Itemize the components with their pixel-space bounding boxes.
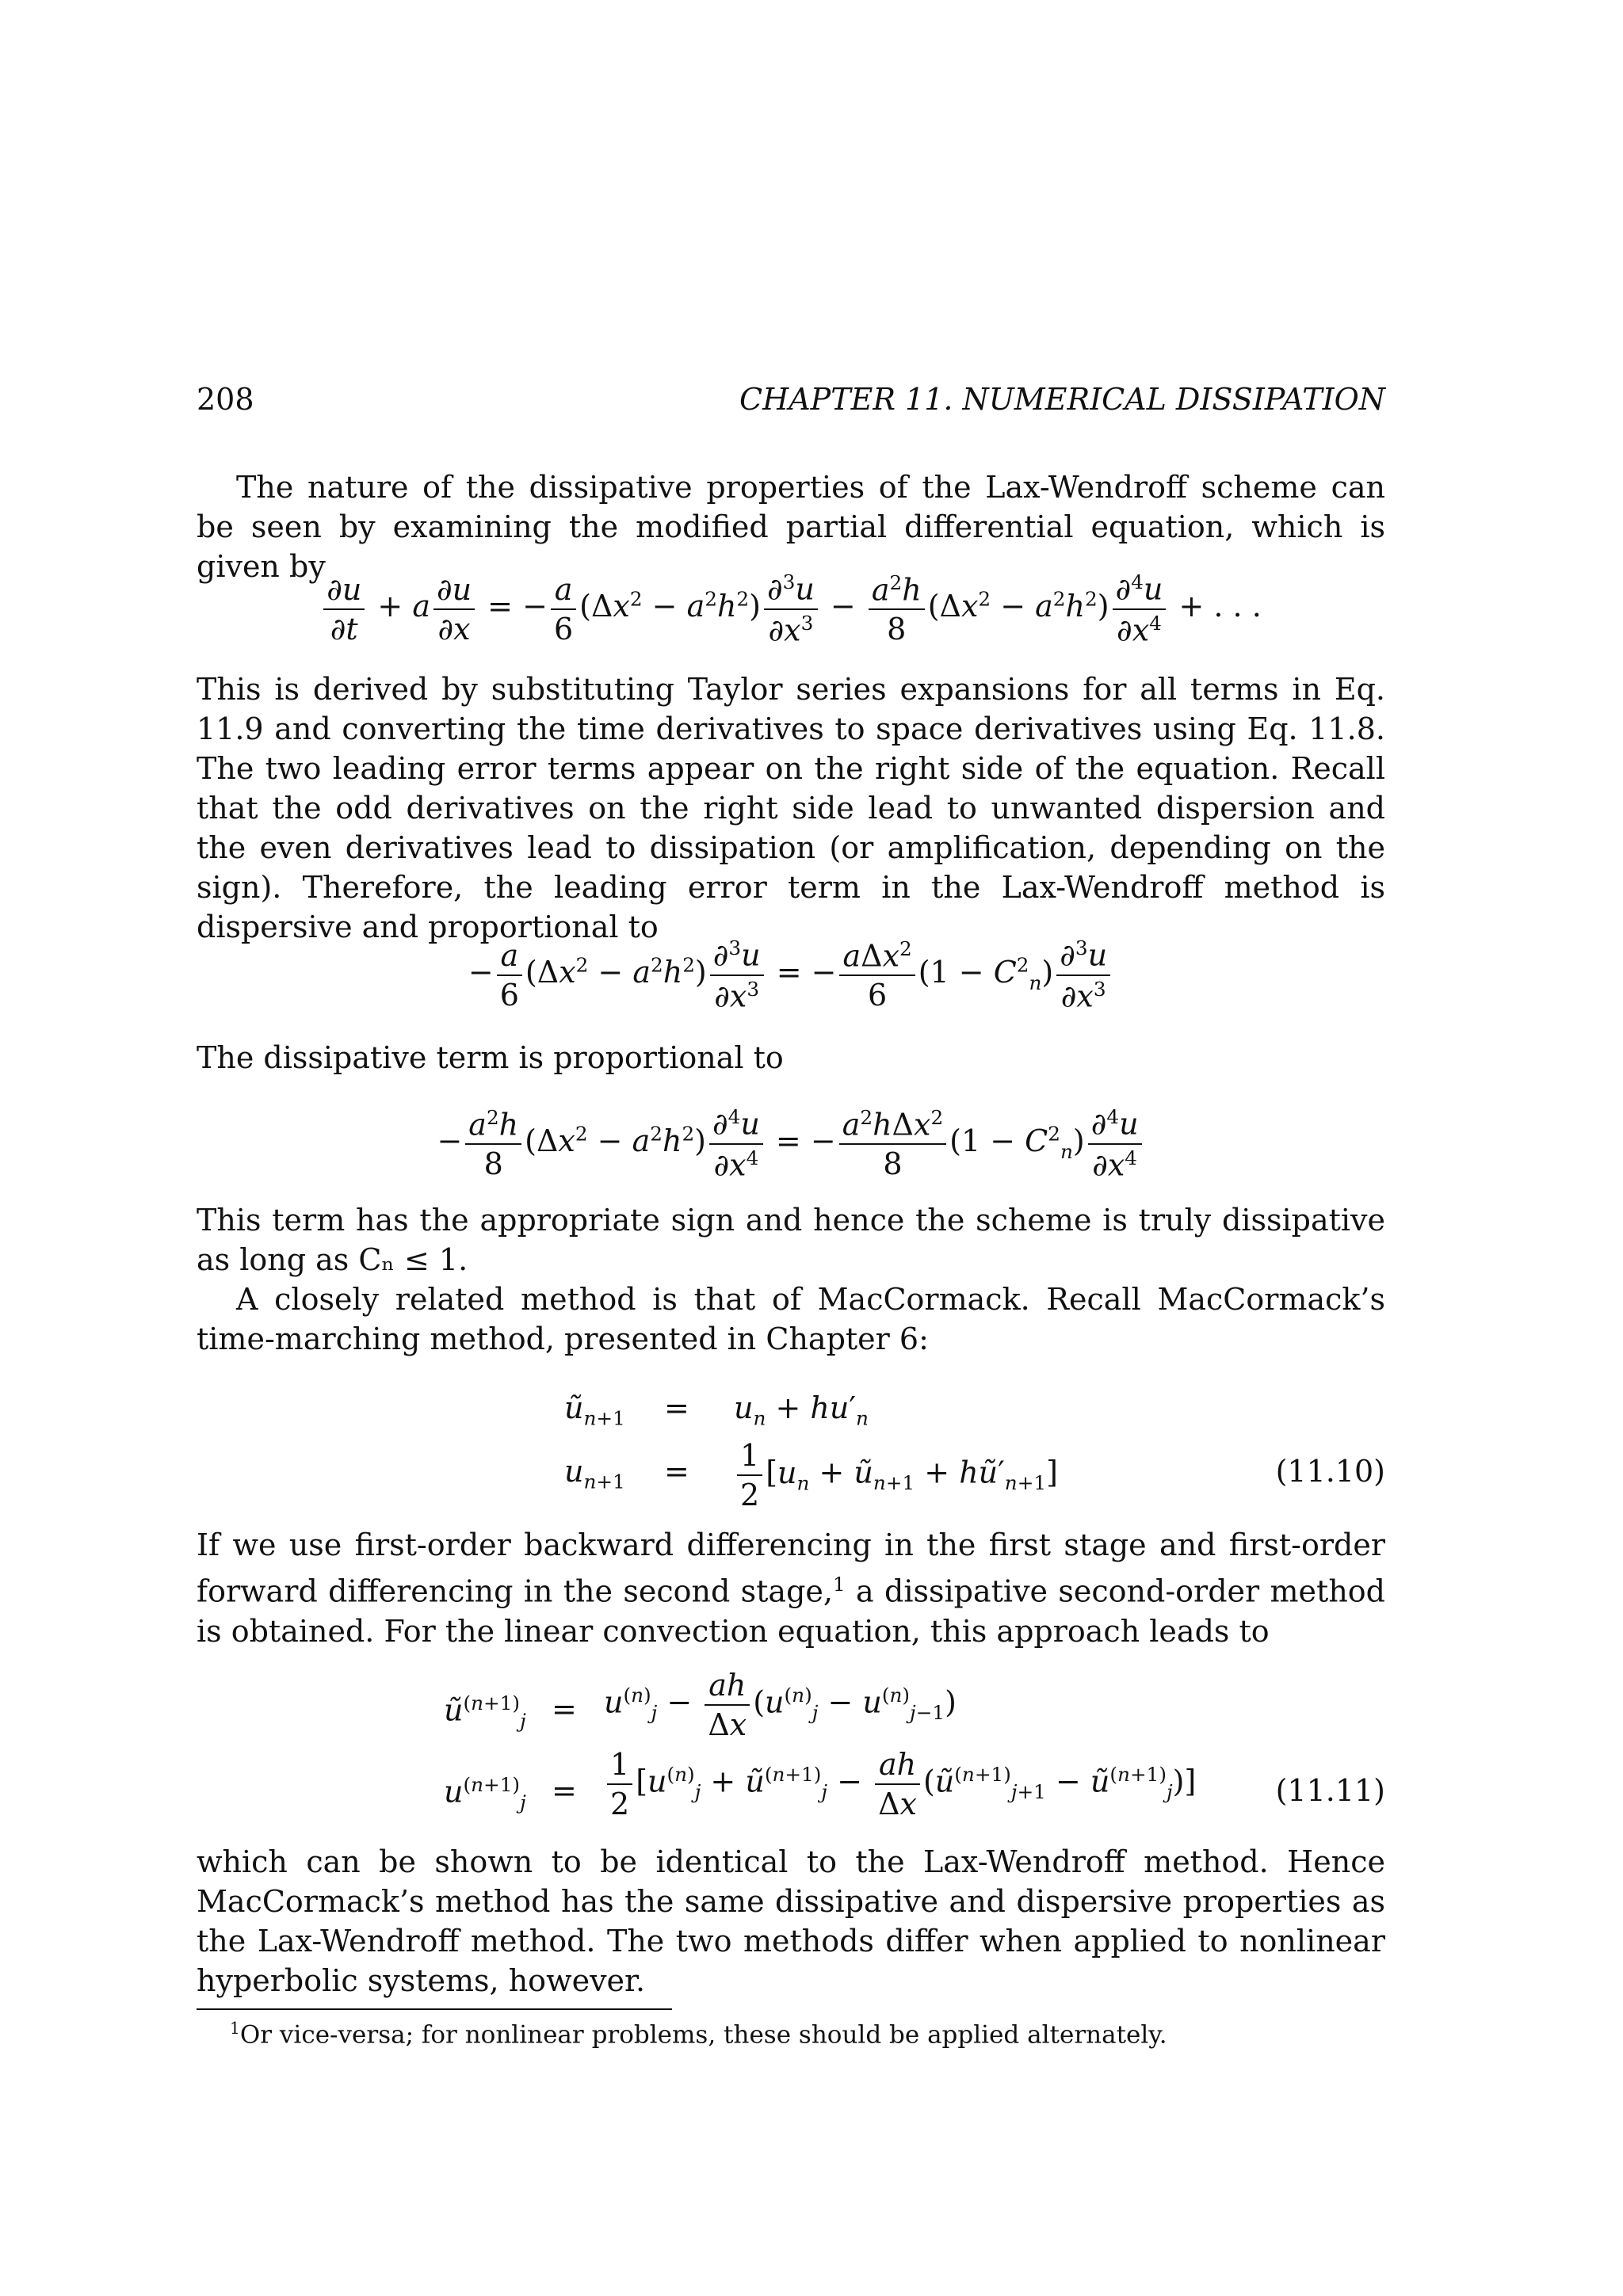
equation-dispersive-term: − $\frac{a}{6}$ $(\Delta x^2 - a^2h^2)$ $\frac{\partial^3u}{\partial x^3}$ = − $\frac{a\Delta x^2}{6}$ $(1 - C^2_n)$ $\frac{\partial^3u}{\partial x^3}$: [197, 936, 1385, 1013]
paragraph-dissipative: The dissipative term is proportional to: [197, 1040, 784, 1075]
footnote-mark: 1: [230, 2019, 240, 2038]
paragraph-derivation: This is derived by substituting Taylor series expansions for all terms in Eq. 11.9 and converting the time derivatives to space derivatives using Eq. 11.8. The two leading error terms appear on the right side of the equation. Recall that the odd derivatives on the right side lead to unwanted dispersion and the even derivatives lead to dissipation (or amplification, depending on the sign). Therefore, the leading error term in the Lax-Wendroff method is dispersive and proportional to: [197, 672, 1385, 944]
paragraph-intro: The nature of the dissipative properties of the Lax-Wendroff scheme can be seen by examining the modified partial differential equation, which is given by: [197, 470, 1385, 584]
page-number: 208: [197, 382, 254, 417]
equation-dissipative-term: − $\frac{a^2h}{8}$ $(\Delta x^2 - a^2h^2)$ $\frac{\partial^4u}{\partial x^4}$ = − $\frac{a^2h\Delta x^2}{8}$ $(1 - C^2_n)$ $\frac{\partial^4u}{\partial x^4}$: [197, 1105, 1385, 1182]
paragraph-conclusion: which can be shown to be identical to the Lax-Wendroff method. Hence MacCormack’s method has the same dissipative and dispersive properties as the Lax-Wendroff method. The two methods differ when applied to nonlinear hyperbolic systems, however.: [197, 1844, 1385, 1998]
chapter-title: CHAPTER 11. NUMERICAL DISSIPATION: [739, 382, 1385, 417]
paragraph-maccormack: A closely related method is that of MacCormack. Recall MacCormack’s time-marching method, presented in Chapter 6:: [197, 1282, 1385, 1356]
paragraph-backward-differencing: If we use first-order backward differencing in the first stage and first-order forward differencing in the second stage,$^1$ a dissipative second-order method is obtained. For the linear convection equation, this approach leads to: [197, 1527, 1385, 1649]
page: 208 CHAPTER 11. NUMERICAL DISSIPATION The nature of the dissipative properties of the Lax-Wendroff scheme can be seen by examining the modified partial differential equation, which is given by $\frac{\partial u}{\partial t}$ + a $\frac{\partial u}{\partial x}$ = − $\frac{a}{6}$ $(\Delta x^2 - a^2h^2)$ $\frac{\partial^3u}{\partial x^3}$ − $\frac{a^2h}{8}$ $(\Delta x^2 - a^2h^2)$ $\frac{\partial^4u}{\partial x^4}$ + . . . This is derived by substituting Taylor series expansions for all terms in Eq. 11.9 and converting the time derivatives to space derivatives using Eq. 11.8. The two leading error terms appear on the right side of the equation. Recall that the odd derivatives on the right side lead to unwanted dispersion and the even derivatives lead to dissipation (or amplification, depending on the sign). Therefore, the leading error term in the Lax-Wendroff method is dispersive and proportional to − $\frac{a}{6}$ $(\Delta x^2 - a^2h^2)$ $\frac{\partial^3u}{\partial x^3}$ = − $\frac{a\Delta x^2}{6}$ $(1 - C^2_n)$ $\frac{\partial^3u}{\partial x^3}$ The dissipative term is proportional to − $\frac{a^2h}{8}$ $(\Delta x^2 - a^2h^2)$ $\frac{\partial^4u}{\partial x^4}$ = − $\frac{a^2h\Delta x^2}{8}$ $(1 - C^2_n)$ $\frac{\partial^4u}{\partial x^4}$ This term has the appropriate sign and hence the scheme is truly dissipative as long as Cₙ ≤ 1. A closely related method is that of MacCormack. Recall MacCormack’s time-marching method, presented in Chapter 6: $ũ_{n+1}$ = $u_n + hu'_n$ $u_{n+1}$ = $\frac{1}{2}$ [$u_n$ + $ũ_{n+1}$ + $hũ'_{n+1}$] (11.10) If we use first-order backward differencing in the first stage and first-order forward differencing in the second stage,$^1$ a dissipative second-order method is obtained. For the linear convection equation, this approach leads to $ũ^{(n+1)}_j$ = $u^{(n)}_j$ − $\frac{ah}{\Delta x}$ $(u^{(n)}_j - u^{(n)}_{j-1})$ $u^{(n+1)}_j$ = $\frac{1}{2}$ [$u^{(n)}_j$ + $ũ^{(n+1)}_j$ − $\frac{ah}{\Delta x}$ ($ũ^{(n+1)}_{j+1}$ − $ũ^{(n+1)}_j$)] (11.11) which can be shown to be identical to the Lax-Wendroff method. Hence MacCormack’s method has the same dissipative and dispersive properties as the Lax-Wendroff method. The two methods differ when applied to nonlinear hyperbolic systems, however. $^1$Or vice-versa; for nonlinear problems, these should be applied alternately.: [197, 382, 1385, 2050]
equation-11-11-line1: $ũ^{(n+1)}_j$: [444, 1691, 526, 1733]
equation-number-11-10: (11.10): [1275, 1454, 1385, 1489]
footnote-text: Or vice-versa; for nonlinear problems, these should be applied alternately.: [239, 2020, 1167, 2050]
equation-modified-pde: $\frac{\partial u}{\partial t}$ + a $\frac{\partial u}{\partial x}$ = − $\frac{a}{6}$ $(\Delta x^2 - a^2h^2)$ $\frac{\partial^3u}{\partial x^3}$ − $\frac{a^2h}{8}$ $(\Delta x^2 - a^2h^2)$ $\frac{\partial^4u}{\partial x^4}$ + . . .: [197, 570, 1385, 647]
equation-11-10-line1: $ũ_{n+1}$: [564, 1390, 625, 1430]
equation-11-10-line2: $u_{n+1}$: [564, 1454, 625, 1493]
footnote: [230, 2019, 1167, 2049]
equation-11-11-line2: $u^{(n+1)}_j$: [444, 1773, 526, 1814]
paragraph-sign: This term has the appropriate sign and hence the scheme is truly dissipative as long as Cₙ ≤ 1.: [197, 1203, 1385, 1277]
running-header: [197, 382, 1385, 429]
equation-number-11-11: (11.11): [1275, 1773, 1385, 1808]
footnote-rule: [197, 2008, 672, 2010]
